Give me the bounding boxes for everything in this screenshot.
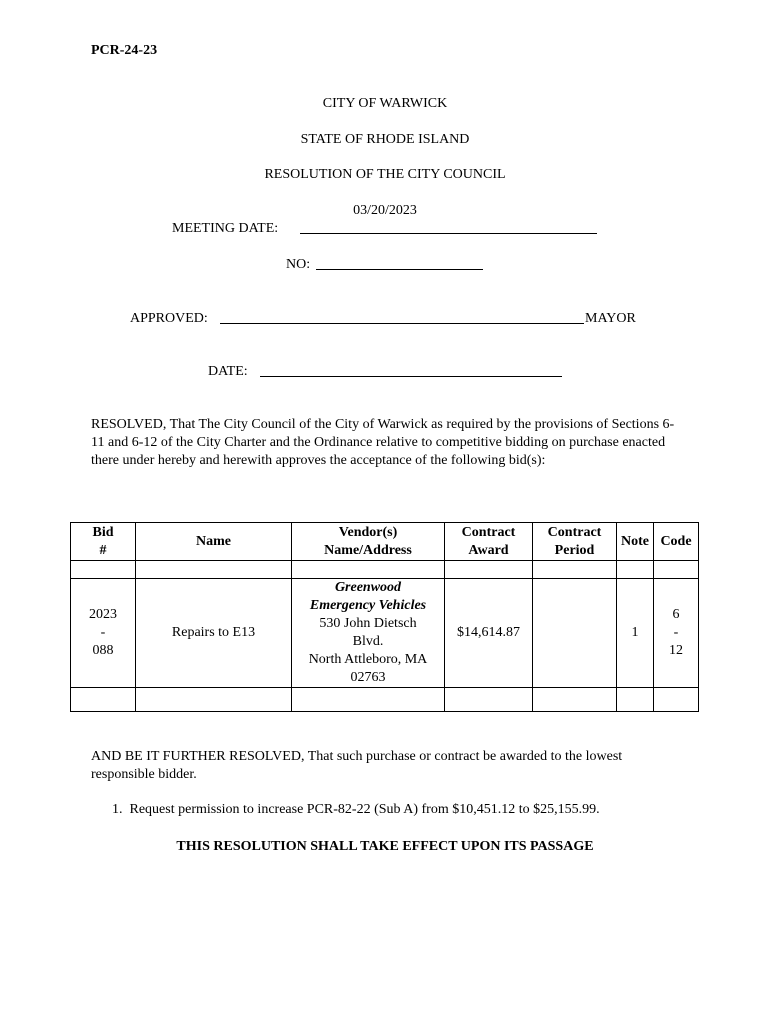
header-code: Code — [654, 523, 699, 561]
meeting-date-label: MEETING DATE: — [172, 221, 279, 236]
cell-vendor: Greenwood Emergency Vehicles 530 John Dietsch Blvd. North Attleboro, MA 02763 — [292, 579, 445, 688]
approval-date-label: DATE: — [208, 364, 248, 379]
closing-statement: THIS RESOLUTION SHALL TAKE EFFECT UPON ITS PASSAGE — [176, 839, 594, 854]
further-resolved-paragraph: AND BE IT FURTHER RESOLVED, That such purchase or contract be awarded to the lowest responsible bidder. — [91, 749, 623, 782]
header-name: Name — [136, 523, 292, 561]
table-row — [71, 579, 699, 688]
number-label: NO: — [286, 257, 311, 272]
doc-number: PCR-24-23 — [91, 43, 158, 58]
bids-table — [70, 522, 699, 712]
header-note: Note — [617, 523, 654, 561]
number-line — [316, 269, 483, 270]
state-name: STATE OF RHODE ISLAND — [300, 132, 470, 147]
cell-bid-number: 2023 - 088 — [71, 579, 136, 688]
list-item-text: Request permission to increase PCR-82-22 (Sub A) from $10,451.12 to $25,155.99. — [129, 802, 600, 817]
cell-name: Repairs to E13 — [136, 579, 292, 688]
cell-note: 1 — [617, 579, 654, 688]
resolution-title: RESOLUTION OF THE CITY COUNCIL — [264, 167, 506, 182]
meeting-date-value: 03/20/2023 — [353, 203, 417, 218]
list-item-number: 1. — [112, 802, 123, 817]
meeting-date-line — [300, 233, 597, 234]
list-item — [112, 801, 600, 819]
cell-contract-period — [533, 579, 617, 688]
table-spacer-row — [71, 561, 699, 579]
resolved-paragraph: RESOLVED, That The City Council of the City of Warwick as required by the provisions of Sections 6-11 and 6-12 of the City Charter and the Ordinance relative to competitive bidding on purchase enacted there under hereby and herewith approves the acceptance of the following bid(s): — [91, 417, 675, 468]
header-vendor: Vendor(s) Name/Address — [292, 523, 445, 561]
header-contract-period: Contract Period — [533, 523, 617, 561]
mayor-label: MAYOR — [585, 311, 636, 326]
city-name: CITY OF WARWICK — [322, 96, 448, 111]
table-header-row — [71, 523, 699, 561]
approved-signature-line — [220, 323, 584, 324]
cell-contract-award: $14,614.87 — [445, 579, 533, 688]
approved-label: APPROVED: — [130, 311, 208, 326]
table-empty-row — [71, 688, 699, 712]
approval-date-line — [260, 376, 562, 377]
header-bid: Bid # — [71, 523, 136, 561]
cell-code: 6 - 12 — [654, 579, 699, 688]
header-contract-award: Contract Award — [445, 523, 533, 561]
